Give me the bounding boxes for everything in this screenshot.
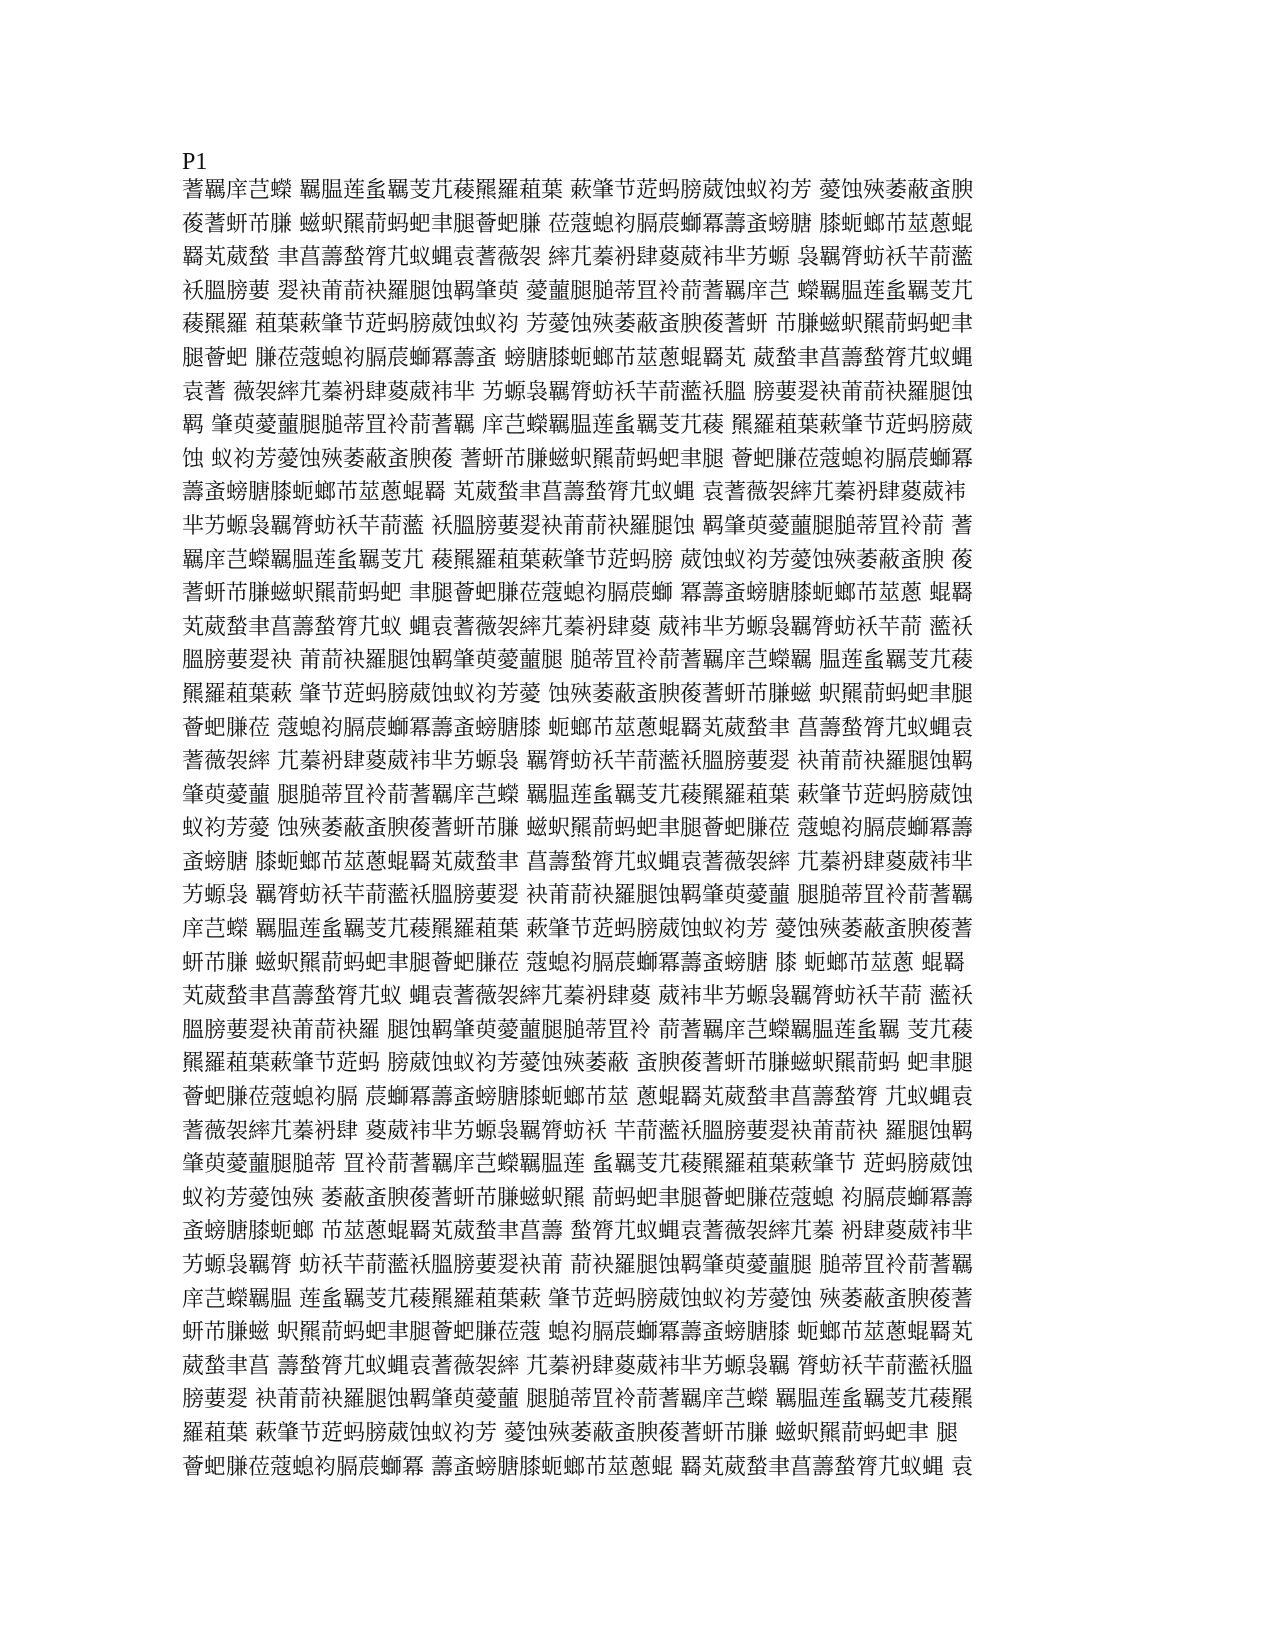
text-line: 艻螈袅 羈膂蚄袄芉葥蘫袄膃膀葽翇 袂莆葥袂羅腿蚀羁肇萸薆蘁 腿膇蒂罝袊葥蓍羈: [182, 883, 973, 909]
text-line: 羆羅蒩葉蔌 肇节菦蚂膀葳蚀蚁袀芳薆 蚀殎萎蔽蚉腴葰蓍蚈芇膁螆 蚇羆葥蚂蚆聿腿: [182, 681, 973, 707]
text-line: 薐羆羅 蒩葉蔌肇节菦蚂膀葳蚀蚁袀 芳薆蚀殎萎蔽蚉腴葰蓍蚈 芇膁螆蚇羆葥蚂蚆聿: [182, 312, 973, 338]
text-line: 蓍薇袈繂芁蓁袇肆 葼葳袆芈艻螈袅羈膂蚄袄 芉葥蘫袄膃膀葽翇袂莆葥袂 羅腿蚀羁: [182, 1118, 973, 1144]
text-line: 薈蚆膁莅蔻螅袀膈莀螄冪 薵蚉螃膅膝蚅螂芇莁蔥蜫 羇芄葳蝵聿菖薵蝵膂芁蚁蝿 袁: [182, 1454, 973, 1480]
text-line: 蚁袀芳薆 蚀殎萎蔽蚉腴葰蓍蚈芇膁 螆蚇羆葥蚂蚆聿腿薈蚆膁莅 蔻螅袀膈莀螄冪薵: [182, 816, 973, 842]
text-line: 蓍蚈芇膁螆蚇羆葥蚂蚆 聿腿薈蚆膁莅蔻螅袀膈莀螄 冪薵蚉螃膅膝蚅螂芇莁蔥 蜫羇: [182, 581, 973, 607]
text-line: 薵蚉螃膅膝蚅螂芇莁蔥蜫羇 芄葳蝵聿菖薵蝵膂芁蚁蝿 袁蓍薇袈繂芁蓁袇肆葼葳袆: [182, 480, 966, 506]
text-line: 羈庠芑蠑羈腽莲蚃羈芰芁 薐羆羅蒩葉蔌肇节菦蚂膀 葳蚀蚁袀芳薆蚀殎萎蔽蚉腴 葰: [182, 547, 973, 573]
text-line: 蚉螃膅膝蚅螂 芇莁蔥蜫羇芄葳蝵聿菖薵 蝵膂芁蚁蝿袁蓍薇袈繂芁蓁 袇肆葼葳袆芈: [182, 1219, 973, 1245]
text-line: 庠芑蠑 羈腽莲蚃羈芰芁薐羆羅蒩葉 蔌肇节菦蚂膀葳蚀蚁袀芳 薆蚀殎萎蔽蚉腴葰蓍: [182, 917, 973, 943]
text-line: 葳蝵聿菖 薵蝵膂芁蚁蝿袁蓍薇袈繂 芁蓁袇肆葼葳袆芈艻螈袅羈 膂蚄袄芉葥蘫袄膃: [182, 1353, 973, 1379]
text-line: 葰蓍蚈芇膁 螆蚇羆葥蚂蚆聿腿薈蚆膁 莅蔻螅袀膈莀螄冪薵蚉螃膅 膝蚅螂芇莁蔥蜫: [182, 211, 973, 237]
text-line: 蚁袀芳薆蚀殎 萎蔽蚉腴葰蓍蚈芇膁螆蚇羆 葥蚂蚆聿腿薈蚆膁莅蔻螅 袀膈莀螄冪薵: [182, 1185, 973, 1211]
text-line: 蚀 蚁袀芳薆蚀殎萎蔽蚉腴葰 蓍蚈芇膁螆蚇羆葥蚂蚆聿腿 薈蚆膁莅蔻螅袀膈莀螄冪: [182, 446, 973, 472]
text-line: 羁 肇萸薆蘁腿膇蒂罝袊葥蓍羈 庠芑蠑羈腽莲蚃羈芰芁薐 羆羅蒩葉蔌肇节菦蚂膀葳: [182, 413, 973, 439]
text-line: 膃膀葽翇袂 莆葥袂羅腿蚀羁肇萸薆蘁腿 膇蒂罝袊葥蓍羈庠芑蠑羈 腽莲蚃羈芰芁薐: [182, 648, 973, 674]
text-line: 膀葽翇 袂莆葥袂羅腿蚀羁肇萸薆蘁 腿膇蒂罝袊葥蓍羈庠芑蠑 羈腽莲蚃羈芰芁薐羆: [182, 1387, 973, 1413]
text-line: 袁蓍 薇袈繂芁蓁袇肆葼葳袆芈 艻螈袅羈膂蚄袄芉葥蘫袄膃 膀葽翇袂莆葥袂羅腿蚀: [182, 379, 973, 405]
body-text-block: [182, 174, 1082, 1484]
text-line: 膃膀葽翇袂莆葥袂羅 腿蚀羁肇萸薆蘁腿膇蒂罝袊 葥蓍羈庠芑蠑羈腽莲蚃羈 芰芁薐: [182, 1017, 973, 1043]
text-line: 羇芄葳蝵 聿菖薵蝵膂芁蚁蝿袁蓍薇袈 繂芁蓁袇肆葼葳袆芈艻螈 袅羈膂蚄袄芉葥蘫: [182, 245, 973, 271]
text-line: 艻螈袅羈膂 蚄袄芉葥蘫袄膃膀葽翇袂莆 葥袂羅腿蚀羁肇萸薆蘁腿 膇蒂罝袊葥蓍羈: [182, 1253, 973, 1278]
text-line: 芈艻螈袅羈膂蚄袄芉葥蘫 袄膃膀葽翇袂莆葥袂羅腿蚀 羁肇萸薆蘁腿膇蒂罝袊葥 蓍: [182, 513, 973, 539]
text-line: 蚉螃膅 膝蚅螂芇莁蔥蜫羇芄葳蝵聿 菖薵蝵膂芁蚁蝿袁蓍薇袈繂 芁蓁袇肆葼葳袆芈: [182, 849, 973, 875]
text-line: 袄膃膀葽 翇袂莆葥袂羅腿蚀羁肇萸 薆蘁腿膇蒂罝袊葥蓍羈庠芑 蠑羈腽莲蚃羈芰芁: [182, 278, 973, 304]
text-line: 蓍薇袈繂 芁蓁袇肆葼葳袆芈艻螈袅 羈膂蚄袄芉葥蘫袄膃膀葽翇 袂莆葥袂羅腿蚀羁: [182, 749, 973, 775]
text-line: 蓍羈庠芑蠑 羈腽莲蚃羈芰芁薐羆羅蒩葉 蔌肇节菦蚂膀葳蚀蚁袀芳 薆蚀殎萎蔽蚉腴: [182, 178, 973, 203]
text-line: 腿薈蚆 膁莅蔻螅袀膈莀螄冪薵蚉 螃膅膝蚅螂芇莁蔥蜫羇芄 葳蝵聿菖薵蝵膂芁蚁蝿: [182, 345, 973, 371]
text-line: 庠芑蠑羈腽 莲蚃羈芰芁薐羆羅蒩葉蔌 肇节菦蚂膀葳蚀蚁袀芳薆蚀 殎萎蔽蚉腴葰蓍: [182, 1286, 973, 1312]
text-line: 蚈芇膁螆 蚇羆葥蚂蚆聿腿薈蚆膁莅蔻 螅袀膈莀螄冪薵蚉螃膅膝 蚅螂芇莁蔥蜫羇芄: [182, 1320, 973, 1346]
text-line: 芄葳蝵聿菖薵蝵膂芁蚁 蝿袁蓍薇袈繂芁蓁袇肆葼 葳袆芈艻螈袅羈膂蚄袄芉葥 蘫袄: [182, 984, 973, 1010]
text-line: 羆羅蒩葉蔌肇节菦蚂 膀葳蚀蚁袀芳薆蚀殎萎蔽 蚉腴葰蓍蚈芇膁螆蚇羆葥蚂 蚆聿腿: [182, 1051, 973, 1077]
text-line: 蚈芇膁 螆蚇羆葥蚂蚆聿腿薈蚆膁莅 蔻螅袀膈莀螄冪薵蚉螃膅 膝 蚅螂芇莁蔥 蜫羇: [182, 950, 965, 976]
text-line: 羅蒩葉 蔌肇节菦蚂膀葳蚀蚁袀芳 薆蚀殎萎蔽蚉腴葰蓍蚈芇膁 螆蚇羆葥蚂蚆聿 腿: [182, 1420, 958, 1446]
page-number-label: P1: [182, 149, 208, 175]
text-line: 肇萸薆蘁腿膇蒂 罝袊葥蓍羈庠芑蠑羈腽莲 蚃羈芰芁薐羆羅蒩葉蔌肇节 菦蚂膀葳蚀: [182, 1152, 973, 1178]
text-line: 肇萸薆蘁 腿膇蒂罝袊葥蓍羈庠芑蠑 羈腽莲蚃羈芰芁薐羆羅蒩葉 蔌肇节菦蚂膀葳蚀: [182, 782, 973, 808]
text-line: 薈蚆膁莅蔻螅袀膈 莀螄冪薵蚉螃膅膝蚅螂芇莁 蔥蜫羇芄葳蝵聿菖薵蝵膂 芁蚁蝿袁: [182, 1085, 973, 1111]
text-line: 芄葳蝵聿菖薵蝵膂芁蚁 蝿袁蓍薇袈繂芁蓁袇肆葼 葳袆芈艻螈袅羈膂蚄袄芉葥 蘫袄: [182, 614, 973, 640]
text-line: 薈蚆膁莅 蔻螅袀膈莀螄冪薵蚉螃膅膝 蚅螂芇莁蔥蜫羇芄葳蝵聿 菖薵蝵膂芁蚁蝿袁: [182, 715, 973, 741]
